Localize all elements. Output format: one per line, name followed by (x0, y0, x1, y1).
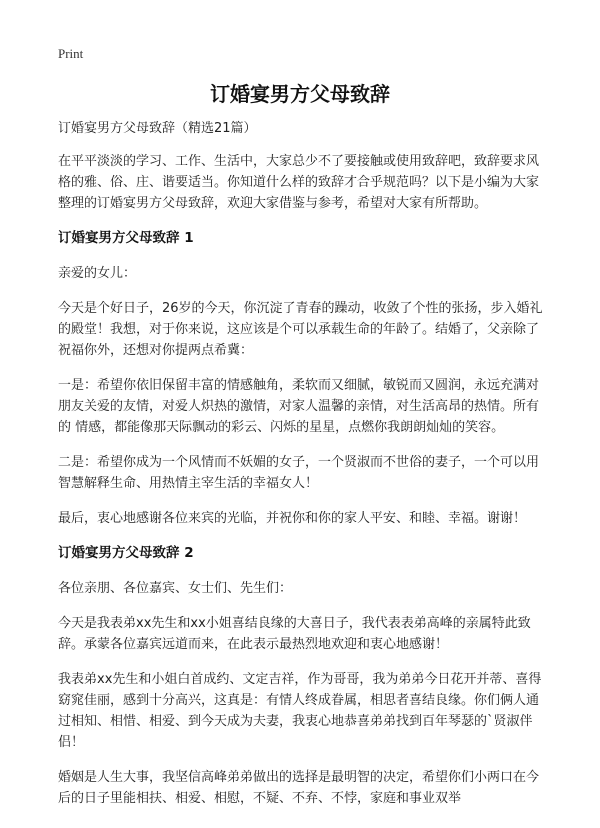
paragraph: 我表弟xx先生和小姐白首成约、文定吉祥，作为哥哥，我为弟弟今日花开并蒂、喜得窈窕佳丽，感到十分高兴，这真是：有情人终成眷属，相思者喜结良缘。你们俩人通过相知、相惜、相爱、到今天成为夫妻，我衷心地恭喜弟弟找到百年琴瑟的`贤淑伴侣！ (58, 672, 542, 750)
paragraph: 各位亲朋、各位嘉宾、女士们、先生们： (58, 581, 293, 596)
intro-paragraph: 在平平淡淡的学习、工作、生活中，大家总少不了要接触或使用致辞吧，致辞要求风格的雅、俗、庄、谐要适当。你知道什么样的致辞才合乎规范吗？以下是小编为大家整理的订婚宴男方父母致辞，欢迎大家借鉴与参考，希望对大家有所帮助。 (58, 154, 540, 211)
section-heading-1: 订婚宴男方父母致辞 1 (58, 230, 194, 246)
paragraph: 二是：希望你成为一个风情而不妖媚的女子，一个贤淑而不世俗的妻子，一个可以用智慧解释生命、用热情主宰生活的幸福女人！ (58, 455, 540, 491)
paragraph: 今天是我表弟xx先生和xx小姐喜结良缘的大喜日子，我代表表弟高峰的亲属特此致辞。承蒙各位嘉宾远道而来，在此表示最热烈地欢迎和衷心地感谢！ (58, 616, 531, 652)
paragraph: 一是：希望你依旧保留丰富的情感触角，柔软而又细腻，敏锐而又圆润，永远充满对朋友关爱的友情，对爱人炽热的激情，对家人温馨的亲情，对生活高昂的热情。所有的 情感，都能像那天际飘动的彩云、闪烁的星星，点燃你我朗朗灿灿的笑容。 (58, 378, 540, 435)
section-heading-2: 订婚宴男方父母致辞 2 (58, 545, 194, 561)
paragraph: 最后，衷心地感谢各位来宾的光临，并祝你和你的家人平安、和睦、幸福。谢谢！ (58, 511, 527, 526)
paragraph: 婚姻是人生大事，我坚信高峰弟弟做出的选择是最明智的决定，希望你们小两口在今后的日子里能相扶、相爱、相慰，不疑、不弃、不悖，家庭和事业双举 (58, 770, 540, 806)
article-body (58, 118, 546, 823)
document-title: 订婚宴男方父母致辞 (210, 82, 390, 106)
article-subtitle: 订婚宴男方父母致辞（精选21篇） (58, 121, 257, 136)
paragraph: 今天是个好日子，26岁的今天，你沉淀了青春的躁动，收敛了个性的张扬，步入婚礼的殿堂！我想，对于你来说，这应该是个可以承载生命的年龄了。结婚了，父亲除了祝福你外，还想对你提两点希冀： (58, 301, 543, 358)
print-link[interactable]: Print (58, 46, 84, 61)
paragraph: 亲爱的女儿： (58, 266, 137, 281)
